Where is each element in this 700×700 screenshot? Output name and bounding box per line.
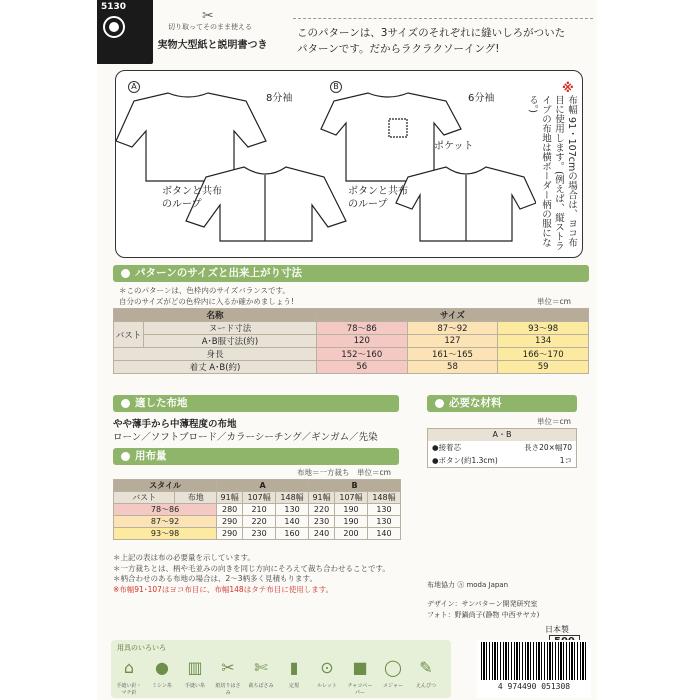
tool-label: 手縫い糸 <box>184 683 205 689</box>
table-cell: 87〜92 <box>407 322 498 335</box>
size-cell: 78〜86 <box>114 504 217 516</box>
pattern-back-cover <box>97 0 597 700</box>
intro-line-1: このパターンは、3サイズのそれぞれに縫いしろがついた <box>297 27 566 39</box>
table-cell: 290 <box>217 516 243 528</box>
tools-panel <box>111 640 451 698</box>
width-header: 148幅 <box>367 492 400 504</box>
photo-credit: フォト：野鍋尚子(静物 中西サヤカ) <box>427 611 540 619</box>
table-cell: 230 <box>309 516 335 528</box>
table-cell: 130 <box>367 504 400 516</box>
style-b-sleeve-label: 6分袖 <box>468 93 495 104</box>
table-cell: 220 <box>309 504 335 516</box>
tool-item <box>115 654 143 696</box>
row-label: A･B服寸法(約) <box>144 335 317 348</box>
table-row <box>114 348 589 361</box>
material-value: 1コ <box>559 456 572 465</box>
table-cell: 210 <box>243 504 276 516</box>
style-b-mark: B <box>330 81 342 93</box>
table-cell: 140 <box>367 528 400 540</box>
width-header: 107幅 <box>335 492 368 504</box>
table-cell: 130 <box>367 516 400 528</box>
ruler-icon: ▮ <box>289 658 299 677</box>
bullet-dot <box>121 269 130 278</box>
col-size-header: サイズ <box>316 309 588 322</box>
table-row <box>114 309 589 322</box>
table-row <box>114 335 589 348</box>
tools-title: 用具のいろいろ <box>117 644 166 652</box>
materials-head: A・B <box>428 429 576 441</box>
table-cell: 161〜165 <box>407 348 498 361</box>
fabric-width-label: 布地 <box>175 492 217 504</box>
materials-section-title: 必要な材料 <box>449 397 502 409</box>
yardage-table <box>113 479 401 540</box>
table-cell: 152〜160 <box>316 348 407 361</box>
tool-label: 定規 <box>288 683 299 689</box>
row-label: 着丈 A･B(約) <box>114 361 317 374</box>
tool-label: ミシン糸 <box>152 683 172 689</box>
brand-logo <box>103 16 125 38</box>
table-cell: 200 <box>335 528 368 540</box>
tool-label: 裁ちばさみ <box>248 683 274 689</box>
sewing-machine-icon: ⌂ <box>123 658 135 677</box>
bust-label: バスト <box>114 492 175 504</box>
tool-label: チャコペーパー <box>347 683 373 696</box>
table-cell: 78〜86 <box>316 322 407 335</box>
yardage-red-note: ※布幅91･107はヨコ布目に、布幅148はタテ布目に使用します。 <box>113 584 334 594</box>
style-a-mark: A <box>128 81 140 93</box>
pattern-number-badge <box>97 0 153 64</box>
fabric-credit: 布地協力 Ⓐ moda Japan <box>427 581 509 589</box>
material-value: 長さ20×幅70 <box>524 443 572 452</box>
table-row <box>114 480 401 492</box>
table-cell: 93〜98 <box>498 322 589 335</box>
table-row <box>114 504 401 516</box>
table-row <box>114 322 589 335</box>
width-header: 91幅 <box>309 492 335 504</box>
tool-label: 紙切りはさみ <box>215 683 241 696</box>
intro-text <box>297 25 587 57</box>
yardage-note: ＊一方裁ちとは、柄や毛並みの向きを同じ方向にそろえて裁ち合わせることです。 <box>113 563 390 573</box>
yardage-notes <box>113 553 413 595</box>
button-loop-label-a: ボタンと共布のループ <box>162 186 222 210</box>
tool-label: えんぴつ <box>415 683 436 689</box>
width-header: 148幅 <box>276 492 309 504</box>
barcode <box>477 640 591 698</box>
garment-illustration-box <box>115 70 583 258</box>
table-row <box>114 516 401 528</box>
thread-icon: ● <box>155 658 169 677</box>
size-section-header <box>113 265 589 282</box>
table-cell: 160 <box>276 528 309 540</box>
bust-label: バスト <box>114 322 144 348</box>
pencil-icon: ✎ <box>419 658 433 677</box>
bullet-dot <box>121 452 130 461</box>
style-a-header: A <box>217 480 309 492</box>
intro-divider <box>293 18 593 19</box>
tracing-wheel-icon: ⊙ <box>320 658 334 677</box>
size-cell: 87〜92 <box>114 516 217 528</box>
table-cell: 58 <box>407 361 498 374</box>
table-row <box>114 492 401 504</box>
table-cell: 240 <box>309 528 335 540</box>
row-label: ヌード寸法 <box>144 322 317 335</box>
width-header: 91幅 <box>217 492 243 504</box>
fabric-section-header <box>113 395 399 412</box>
width-header: 107幅 <box>243 492 276 504</box>
yardage-section-title: 用布量 <box>135 450 167 462</box>
style-a-sleeve-label: 8分袖 <box>266 93 293 104</box>
yardage-unit-note: 布地＝一方裁ち 単位＝cm <box>297 468 391 477</box>
col-name-header: 名称 <box>114 309 317 322</box>
table-cell: 120 <box>316 335 407 348</box>
bullet-dot <box>435 399 444 408</box>
table-cell: 166〜170 <box>498 348 589 361</box>
size-table <box>113 308 589 374</box>
fabric-note-mark: ※ <box>562 81 574 95</box>
size-cell: 93〜98 <box>114 528 217 540</box>
tool-item <box>412 654 440 689</box>
table-cell: 190 <box>335 516 368 528</box>
tool-item <box>247 654 275 689</box>
materials-table <box>427 428 577 468</box>
table-cell: 140 <box>276 516 309 528</box>
table-cell: 220 <box>243 516 276 528</box>
row-label: 身長 <box>114 348 317 361</box>
table-cell: 56 <box>316 361 407 374</box>
tool-item <box>379 654 407 689</box>
materials-row <box>428 454 576 467</box>
full-size-text: 実物大型紙と説明書つき <box>157 40 268 51</box>
table-cell: 134 <box>498 335 589 348</box>
size-section-title: パターンのサイズと出来上がり寸法 <box>135 267 302 279</box>
tool-label: 手縫い針・マチ針 <box>116 683 142 696</box>
material-name: ●接着芯 <box>432 443 462 452</box>
chalk-paper-icon: ■ <box>352 658 368 677</box>
style-b-header: B <box>309 480 401 492</box>
fabric-subtitle: やや薄手から中薄程度の布地 <box>113 419 237 430</box>
scissors-icon: ✂ <box>202 8 214 24</box>
design-credit: デザイン：サンパターン開発研究室 <box>427 600 538 608</box>
tool-label: ルレット <box>317 683 337 689</box>
barcode-bars <box>481 642 587 680</box>
pocket-label: ポケット <box>434 141 474 152</box>
table-cell: 230 <box>243 528 276 540</box>
table-cell: 190 <box>335 504 368 516</box>
table-cell: 130 <box>276 504 309 516</box>
tool-item <box>280 654 308 689</box>
barcode-number: 4 974490 051308 <box>497 682 571 691</box>
fabric-direction-note: 布幅 91・107cmの場合は、ヨコ布目に使用します。(例えば、縦ストライプの布地は横ボーダー柄の服になる。) <box>527 95 577 251</box>
material-name: ●ボタン(約1.3cm) <box>432 456 498 465</box>
materials-section-header <box>427 395 577 412</box>
size-note-1: ＊このパターンは、色枠内のサイズバランスです。 <box>119 286 290 295</box>
shears-icon: ✄ <box>254 658 268 677</box>
tool-item <box>214 654 242 696</box>
yardage-note: ＊柄合わせのある布地の場合は、2〜3柄多く見積もります。 <box>113 574 317 583</box>
tool-item <box>313 654 341 689</box>
materials-row <box>428 441 576 454</box>
made-in-label: 日本製 <box>545 625 569 634</box>
credits <box>427 580 539 621</box>
table-row <box>114 528 401 540</box>
intro-line-2: パターンです。だからラクラクソーイング! <box>297 43 500 55</box>
size-note-2: 自分のサイズがどの色枠内に入るか確かめましょう! <box>119 297 294 306</box>
materials-unit: 単位＝cm <box>537 417 571 426</box>
yardage-note: ＊上記の表は布の必要量を示しています。 <box>113 553 255 562</box>
cut-text: 切り取ってそのまま使える <box>168 23 252 31</box>
fabric-list: ローン／ソフトブロード／カラーシーチング／ギンガム／先染 <box>113 432 378 443</box>
tape-measure-icon: ◯ <box>384 658 402 677</box>
bullet-dot <box>121 399 130 408</box>
table-cell: 280 <box>217 504 243 516</box>
spool-icon: ▥ <box>187 658 203 677</box>
table-cell: 59 <box>498 361 589 374</box>
fabric-section-title: 適した布地 <box>135 397 188 409</box>
button-loop-label-b: ボタンと共布のループ <box>348 186 408 210</box>
tool-label: メジャー <box>383 683 403 689</box>
style-header: スタイル <box>114 480 217 492</box>
scissors-icon: ✂ <box>221 658 235 677</box>
pattern-number: 5130 <box>101 2 127 12</box>
table-cell: 290 <box>217 528 243 540</box>
tool-item <box>181 654 209 689</box>
table-row <box>114 361 589 374</box>
tool-item <box>148 654 176 689</box>
size-unit: 単位＝cm <box>537 297 571 306</box>
tool-item <box>346 654 374 696</box>
yardage-section-header <box>113 448 399 465</box>
table-cell: 127 <box>407 335 498 348</box>
